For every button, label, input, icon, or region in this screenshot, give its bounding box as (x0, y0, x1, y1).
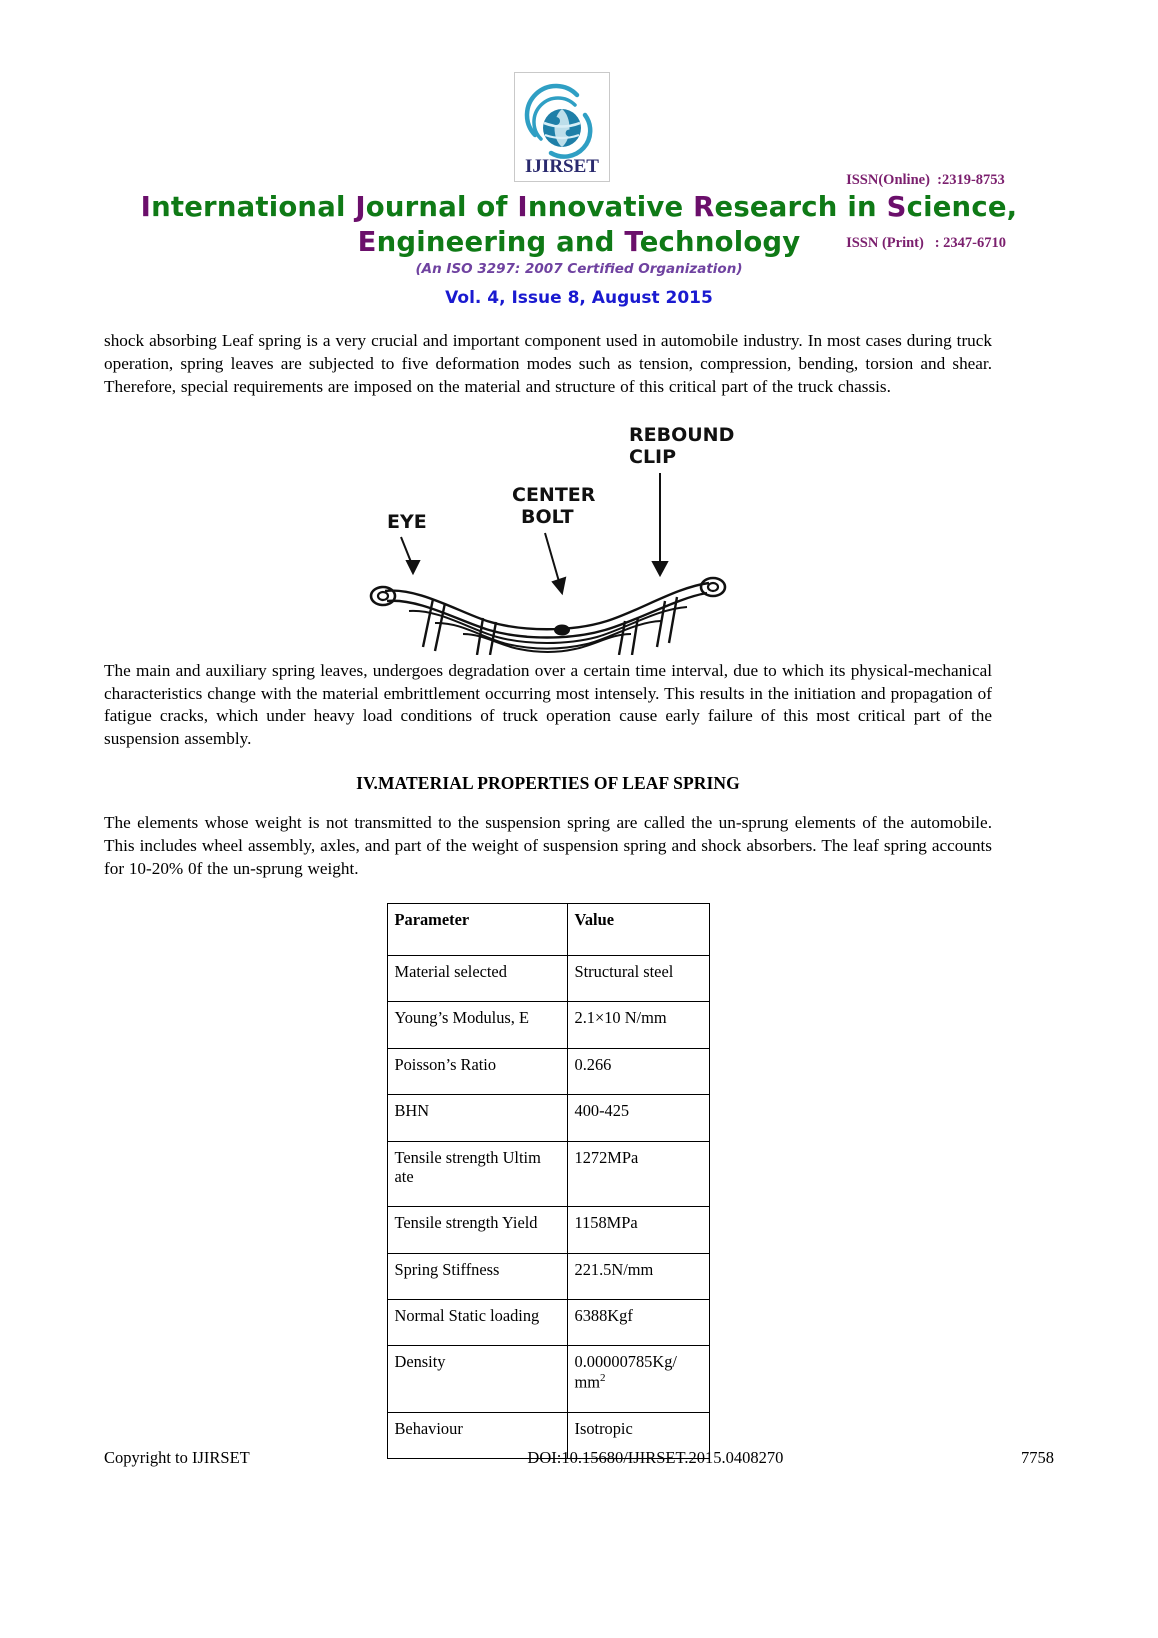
cell-value: 221.5N/mm (567, 1253, 709, 1299)
cell-value: 1272MPa (567, 1141, 709, 1207)
ijirset-logo (514, 72, 610, 182)
material-properties-table (387, 903, 710, 1459)
cell-parameter: Normal Static loading (387, 1299, 567, 1345)
journal-title-line-1: International Journal of Innovative Research in Science, (140, 191, 1018, 223)
journal-title-line-2: Engineering and Technology (357, 226, 801, 259)
iso-certification-line: (An ISO 3297: 2007 Certified Organization) (415, 261, 743, 277)
page-footer (104, 1448, 1054, 1468)
page-body (104, 330, 992, 1459)
table-row (387, 1253, 709, 1299)
leaf-spring-diagram (357, 415, 739, 655)
journal-title (0, 190, 1158, 260)
cell-value: Structural steel (567, 956, 709, 1002)
cell-value: 0.266 (567, 1048, 709, 1094)
cell-value: 6388Kgf (567, 1299, 709, 1345)
footer-page-number: 7758 (1021, 1448, 1054, 1467)
table-header-value: Value (567, 903, 709, 955)
table-row (387, 1002, 709, 1048)
table-row (387, 956, 709, 1002)
cell-parameter: Spring Stiffness (387, 1253, 567, 1299)
table-row (387, 1207, 709, 1253)
density-unit: mm (574, 1372, 600, 1392)
cell-value: 400-425 (567, 1095, 709, 1141)
globe-icon (515, 73, 609, 181)
volume-issue-line: Vol. 4, Issue 8, August 2015 (445, 288, 713, 308)
page-header (0, 0, 1158, 308)
cell-value: Isotropic (567, 1412, 709, 1458)
figure-label-rebound-clip-1: REBOUND (629, 423, 735, 446)
cell-parameter: Tensile strength Ultim ate (387, 1141, 567, 1207)
density-main: 0.00000785Kg/ (574, 1352, 677, 1372)
cell-parameter: Young’s Modulus, E (387, 1002, 567, 1048)
cell-value: 2.1×10 N/mm (567, 1002, 709, 1048)
cell-parameter: Density (387, 1346, 567, 1412)
paragraph-intro: shock absorbing Leaf spring is a very crucial and important component used in automobile industry. In most cases during truck operation, spring leaves are subjected to five deformation modes such as tension, compression, bending, torsion and shear. Therefore, special requirements are imposed on the material and structure of this critical part of the truck chassis. (104, 331, 992, 396)
cell-parameter: Poisson’s Ratio (387, 1048, 567, 1094)
table-row (387, 1048, 709, 1094)
footer-copyright: Copyright to IJIRSET (104, 1448, 250, 1467)
cell-value-density (567, 1346, 709, 1412)
table-header-row (387, 903, 709, 955)
figure-label-center-bolt-2: BOLT (521, 505, 574, 528)
figure-label-center-bolt-1: CENTER (512, 483, 596, 506)
cell-value: 1158MPa (567, 1207, 709, 1253)
cell-parameter: BHN (387, 1095, 567, 1141)
issn-print: ISSN (Print) : 2347-6710 (846, 235, 1006, 252)
paragraph-unsprung: The elements whose weight is not transmitted to the suspension spring are called the un-sprung elements of the automobile. This includes wheel assembly, axles, and part of the weight of suspension spring and shock absorbers. The leaf spring accounts for 10-20% 0f the un-sprung weight. (104, 813, 992, 878)
figure-label-rebound-clip-2: CLIP (629, 445, 677, 468)
material-properties-table-wrap (104, 903, 992, 1459)
section-heading-material-properties: IV.MATERIAL PROPERTIES OF LEAF SPRING (356, 773, 740, 794)
cell-parameter: Tensile strength Yield (387, 1207, 567, 1253)
figure-leaf-spring (104, 415, 992, 660)
paragraph-degradation: The main and auxiliary spring leaves, undergoes degradation over a certain time interval, due to which its physical-mechanical characteristics change with the material embrittlement occurring most intensely. This results in the initiation and propagation of fatigue cracks, which under heavy load conditions of truck operation cause early failure of this most critical part of the suspension assembly. (104, 660, 992, 749)
density-exponent: 2 (600, 1371, 606, 1384)
logo-wordmark: IJIRSET (525, 156, 599, 177)
table-row (387, 1141, 709, 1207)
figure-label-eye: EYE (387, 510, 427, 533)
footer-doi: DOI:10.15680/IJIRSET.2015.0408270 (527, 1448, 784, 1467)
table-header-parameter: Parameter (387, 903, 567, 955)
leaf-spring-center-bolt (554, 624, 570, 635)
issn-online: ISSN(Online) :2319-8753 (846, 172, 1005, 189)
table-row (387, 1095, 709, 1141)
table-row (387, 1299, 709, 1345)
table-row (387, 1346, 709, 1412)
cell-parameter: Material selected (387, 956, 567, 1002)
cell-parameter: Behaviour (387, 1412, 567, 1458)
